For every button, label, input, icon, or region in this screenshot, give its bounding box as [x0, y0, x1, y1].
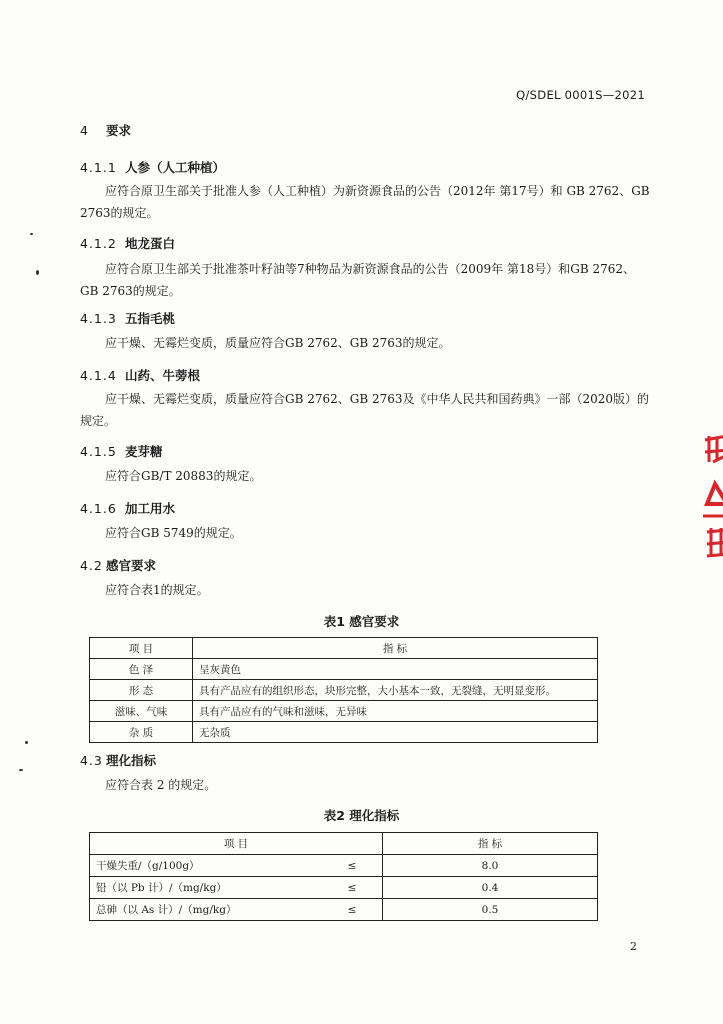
heading-number: 4.3 — [80, 753, 103, 768]
table-row — [90, 855, 598, 877]
paragraph-4-2: 应符合表1的规定。 — [105, 583, 209, 597]
table-row — [90, 701, 598, 722]
table1-caption: 表1 感官要求 — [323, 614, 400, 629]
table-cell: 无杂质 — [193, 722, 598, 743]
red-seal-stamp-icon — [699, 432, 723, 582]
heading-title: 要求 — [106, 123, 132, 138]
heading-number: 4 — [80, 123, 89, 138]
scan-speck — [36, 270, 39, 275]
heading-title: 理化指标 — [106, 753, 157, 768]
physicochemical-table — [89, 832, 598, 921]
paragraph-4-3: 应符合表 2 的规定。 — [105, 778, 217, 792]
sensory-table — [89, 637, 598, 743]
paragraph-4-1-5: 应符合GB/T 20883的规定。 — [105, 469, 262, 483]
paragraph-4-1-6: 应符合GB 5749的规定。 — [105, 526, 242, 540]
table-cell: 总砷（以 As 计）/（mg/kg） — [90, 899, 323, 921]
table-cell: 滋味、气味 — [90, 701, 193, 722]
heading-number: 4.1.5 — [80, 444, 117, 459]
heading-title: 感官要求 — [106, 558, 157, 573]
table-cell: 铅（以 Pb 计）/（mg/kg） — [90, 877, 323, 899]
heading-4-2 — [80, 556, 156, 574]
heading-title: 五指毛桃 — [125, 311, 176, 326]
heading-4-1-2 — [80, 234, 175, 252]
table-row — [90, 899, 598, 921]
table-header-cell: 指 标 — [383, 833, 598, 855]
heading-title: 人参（人工种植） — [125, 160, 226, 175]
table-cell: 呈灰黄色 — [193, 659, 598, 680]
table-header-row — [90, 638, 598, 659]
table-cell-value: 0.5 — [383, 899, 598, 921]
table-cell: 形 态 — [90, 680, 193, 701]
table-cell: 色 泽 — [90, 659, 193, 680]
paragraph-4-1-2: 应符合原卫生部关于批准茶叶籽油等7种物品为新资源食品的公告（2009年 第18号）和GB 2762、GB 2763的规定。 — [80, 262, 636, 298]
table-cell-value: 8.0 — [383, 855, 598, 877]
heading-title: 加工用水 — [125, 501, 176, 516]
table-row — [90, 877, 598, 899]
table2-caption: 表2 理化指标 — [323, 808, 400, 823]
heading-number: 4.1.1 — [80, 160, 117, 175]
heading-4-3 — [80, 751, 156, 769]
heading-number: 4.1.4 — [80, 368, 117, 383]
page-number: 2 — [630, 940, 637, 953]
table-row — [90, 722, 598, 743]
heading-title: 山药、牛蒡根 — [125, 368, 201, 383]
table-cell: 具有产品应有的气味和滋味，无异味 — [193, 701, 598, 722]
heading-number: 4.1.3 — [80, 311, 117, 326]
heading-title: 地龙蛋白 — [125, 236, 176, 251]
table-cell-operator: ≤ — [322, 877, 383, 899]
paragraph-4-1-4: 应干燥、无霉烂变质，质量应符合GB 2762、GB 2763及《中华人民共和国药典》一部（2020版）的规定。 — [80, 392, 650, 428]
heading-number: 4.2 — [80, 558, 103, 573]
heading-title: 麦芽糖 — [125, 444, 163, 459]
table-cell: 杂 质 — [90, 722, 193, 743]
heading-4-1-5 — [80, 442, 163, 460]
heading-4-1-1 — [80, 158, 225, 176]
scan-speck — [30, 233, 33, 235]
table-cell-operator: ≤ — [322, 855, 383, 877]
scan-speck — [19, 769, 23, 771]
table-cell: 干燥失重/（g/100g） — [90, 855, 323, 877]
paragraph-4-1-1: 应符合原卫生部关于批准人参（人工种植）为新资源食品的公告（2012年 第17号）和 GB 2762、GB 2763的规定。 — [80, 184, 650, 220]
table-cell: 具有产品应有的组织形态，块形完整，大小基本一致，无裂缝，无明显变形。 — [193, 680, 598, 701]
heading-number: 4.1.2 — [80, 236, 117, 251]
heading-4 — [80, 121, 131, 139]
document-code: Q/SDEL 0001S—2021 — [516, 88, 645, 102]
heading-4-1-3 — [80, 309, 175, 327]
paragraph-4-1-3: 应干燥、无霉烂变质，质量应符合GB 2762、GB 2763的规定。 — [105, 336, 451, 350]
table-row — [90, 659, 598, 680]
scan-speck — [25, 741, 28, 744]
table-header-cell: 项 目 — [90, 638, 193, 659]
table-cell-operator: ≤ — [322, 899, 383, 921]
table-header-row — [90, 833, 598, 855]
table-row — [90, 680, 598, 701]
table-header-cell: 指 标 — [193, 638, 598, 659]
table-header-cell: 项 目 — [90, 833, 383, 855]
heading-4-1-6 — [80, 499, 175, 517]
heading-number: 4.1.6 — [80, 501, 117, 516]
table-cell-value: 0.4 — [383, 877, 598, 899]
heading-4-1-4 — [80, 366, 200, 384]
